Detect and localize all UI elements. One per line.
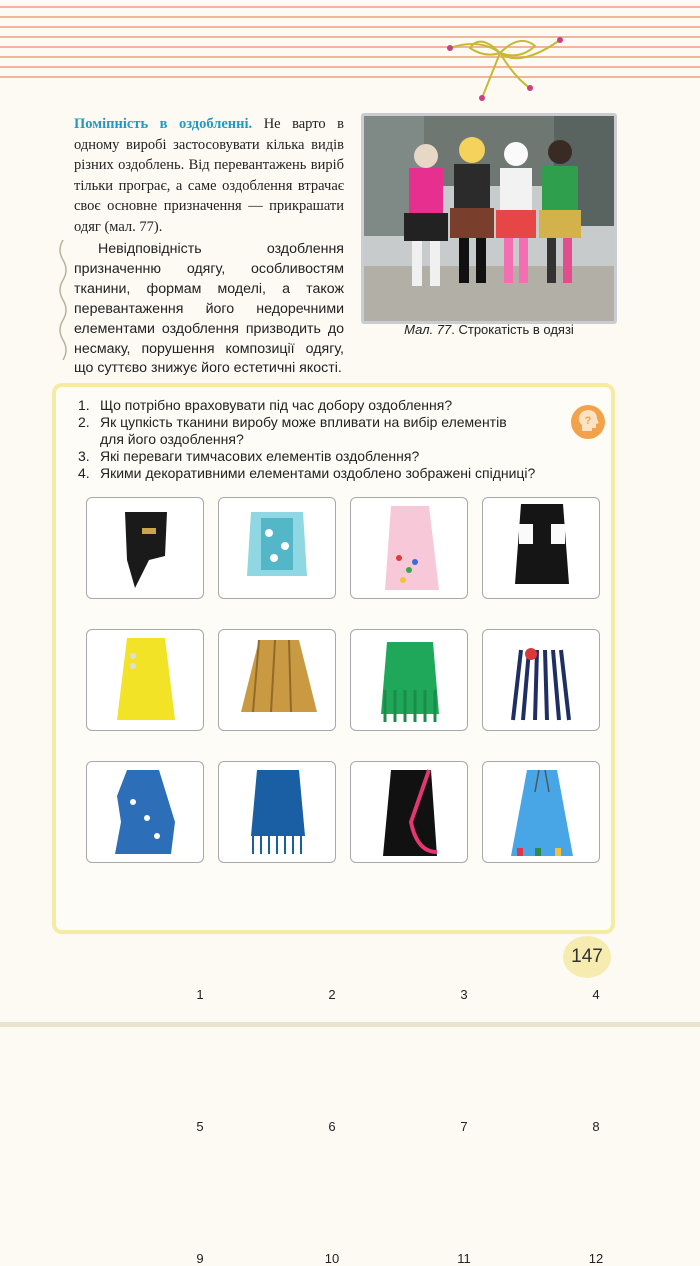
skirt-number-12: 12 — [588, 1251, 604, 1266]
header-stripes — [0, 0, 700, 92]
street-fashion-photo — [361, 113, 617, 324]
skirt-number-8: 8 — [592, 1119, 600, 1134]
paragraph-heading: Поміпність в оздобленні. — [74, 116, 253, 132]
skirt-card-10 — [218, 761, 336, 863]
caption-label: Мал. 77 — [404, 322, 452, 337]
question-number: 3. — [78, 448, 90, 464]
skirt-number-1: 1 — [196, 987, 204, 1002]
skirt-card-6 — [218, 629, 336, 731]
paragraph-mismatch — [74, 240, 344, 379]
questions-list — [78, 397, 598, 482]
question-text: Що потрібно враховувати під час добору оздоблення? — [100, 397, 453, 413]
skirt-card-12 — [482, 761, 600, 863]
skirt-card-5 — [86, 629, 204, 731]
bottom-border — [0, 1022, 700, 1027]
question-number: 2. — [78, 414, 90, 430]
caption-text: . Строкатість в одязі — [451, 322, 574, 337]
question-number: 1. — [78, 397, 90, 413]
skirt-number-9: 9 — [196, 1251, 204, 1266]
curl-decoration-icon — [56, 240, 70, 360]
question-item — [78, 414, 598, 448]
skirt-number-7: 7 — [460, 1119, 468, 1134]
skirt-number-6: 6 — [328, 1119, 336, 1134]
skirt-card-8 — [482, 629, 600, 731]
question-item — [78, 397, 598, 414]
skirt-number-3: 3 — [460, 987, 468, 1002]
skirt-card-11 — [350, 761, 468, 863]
skirt-card-1 — [86, 497, 204, 599]
question-item — [78, 465, 598, 482]
ribbon-decoration-icon — [440, 28, 590, 108]
question-number: 4. — [78, 465, 90, 481]
skirt-card-3 — [350, 497, 468, 599]
question-item — [78, 448, 598, 465]
question-text: Якими декоративними елементами оздоблено зображені спідниці? — [100, 465, 536, 481]
question-text: Як цупкість тканини виробу може впливати на вибір елементів для його оздоблення? — [100, 414, 507, 447]
paragraph-text-2: Невідповідність оздоблення призначенню одягу, особливостям тканини, формам моделі, а також перевантаження його недоречними елементами оздоблення призводить до несмаку, порушення композиції одягу, що суттєво знижує його естетичні якості. — [74, 241, 344, 377]
skirt-number-5: 5 — [196, 1119, 204, 1134]
question-head-icon — [571, 405, 605, 439]
skirt-number-2: 2 — [328, 987, 336, 1002]
skirt-card-9 — [86, 761, 204, 863]
skirt-card-2 — [218, 497, 336, 599]
skirt-card-7 — [350, 629, 468, 731]
figure-caption — [361, 322, 617, 337]
skirt-card-4 — [482, 497, 600, 599]
skirt-number-10: 10 — [324, 1251, 340, 1266]
question-text: Які переваги тимчасових елементів оздоблення? — [100, 448, 420, 464]
paragraph-text: Не варто в одному виробі застосовувати кілька видів різних оздоблень. Від перевантажень виріб тільки програє, а саме оздоблення втрачає своє основне призначення — прикрашати одяг (мал. 77). — [74, 116, 344, 235]
svg-text:?: ? — [584, 415, 592, 427]
paragraph-moderation — [74, 114, 344, 238]
skirt-number-11: 11 — [457, 1251, 471, 1266]
page-number: 147 — [563, 936, 611, 978]
skirt-number-4: 4 — [592, 987, 600, 1002]
